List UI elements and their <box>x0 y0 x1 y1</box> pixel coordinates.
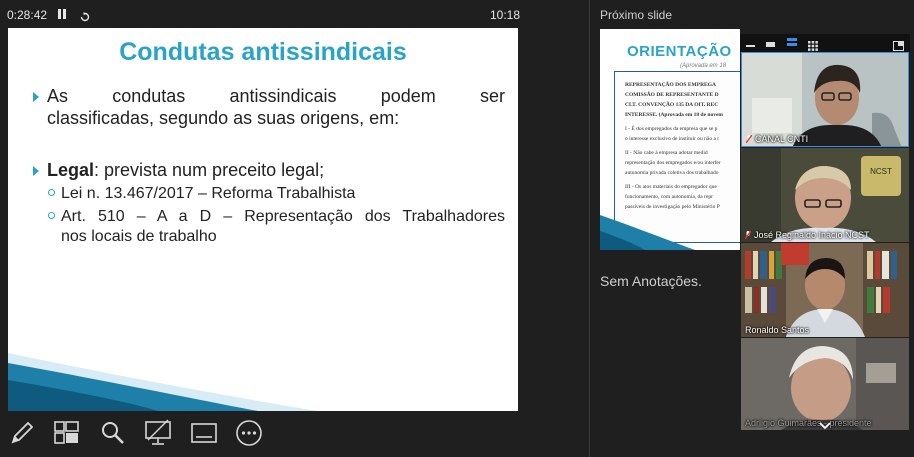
participant-name: Adrligio Guimarães - presidente <box>745 418 872 428</box>
sub-bullet-2-line-2: nos locais de trabalho <box>61 228 217 245</box>
next-slide-line: funcionamento, com autonomia, da repr <box>625 194 713 200</box>
slides-grid-icon[interactable] <box>52 418 82 448</box>
next-slide-line: III - Os atos materiais do empregador que <box>625 184 717 190</box>
next-slide-line: I - É dos empregados da empresa que se p <box>625 126 718 132</box>
current-time: 10:18 <box>490 8 521 22</box>
pen-icon[interactable] <box>7 418 37 448</box>
presentation-timer: 0:28:42 <box>7 8 48 22</box>
next-slide-label: Próximo slide <box>600 8 673 22</box>
zoom-icon[interactable] <box>98 418 128 448</box>
current-slide <box>8 28 518 411</box>
minimize-icon[interactable] <box>746 45 755 47</box>
participant-video <box>741 243 909 337</box>
chevron-down-icon[interactable] <box>819 417 831 425</box>
next-slide-line: o interesse exclusivo de instituir ou não a r <box>625 136 720 142</box>
subtitles-icon[interactable] <box>189 418 219 448</box>
bullet-1-line-1: As condutas antissindicais podem ser <box>47 86 505 106</box>
participant-name: Ronaldo Santos <box>745 325 810 335</box>
next-slide-line: COMISSÃO DE REPRESENTANTE D <box>625 92 719 98</box>
video-tile-canal-cnti[interactable] <box>741 52 909 147</box>
sub-bullet-1: Lei n. 13.467/2017 – Reforma Trabalhista <box>61 185 356 202</box>
more-options-icon[interactable] <box>234 418 264 448</box>
video-tile-jose-reginaldo[interactable] <box>741 148 909 242</box>
grid-view-icon[interactable] <box>808 38 818 48</box>
panel-divider[interactable] <box>589 0 590 457</box>
bullet-2: Legal: prevista num preceito legal; <box>47 160 325 180</box>
next-slide-line: autonomia privada coletiva dos trabalhado <box>625 170 719 176</box>
screen-icon[interactable] <box>143 418 173 448</box>
next-slide-line: REPRESENTAÇÃO DOS EMPREGA <box>625 82 716 88</box>
svg-text:NCST: NCST <box>870 167 892 176</box>
next-slide-subtitle: (Aprovada em 18 <box>680 63 727 69</box>
next-slide-preview[interactable] <box>600 29 740 250</box>
slide-title: Condutas antissindicais <box>119 38 407 66</box>
video-tile-ronaldo-santos[interactable] <box>741 243 909 337</box>
next-slide-band <box>600 29 740 250</box>
next-slide-line: passíveis de investigação pelo Ministério P <box>625 204 720 210</box>
slide-decorative-band <box>8 28 518 411</box>
next-slide-line: representação dos empregados e/ou interfer <box>625 160 721 166</box>
next-slide-line: II - Não cabe à empresa adotar medid <box>625 150 708 156</box>
participant-name: CANAL CNTI <box>746 134 808 144</box>
notes-area[interactable]: Sem Anotações. <box>600 273 702 289</box>
next-slide-line: INTERESSE. (Aprovada em 18 de novem <box>625 112 723 118</box>
reset-timer-icon[interactable] <box>80 9 90 19</box>
speaker-view-icon[interactable] <box>766 42 775 47</box>
sub-bullet-2-line-1: Art. 510 – A a D – Representação dos Trabalhadores <box>61 208 505 225</box>
muted-mic-icon <box>746 135 752 143</box>
exit-fullscreen-icon[interactable] <box>893 38 904 48</box>
next-slide-line: CLT. CONVENÇÃO 135 DA OIT. REC <box>625 102 719 108</box>
bullet-1-line-2: classificadas, segundo as suas origens, em: <box>47 108 400 128</box>
video-panel-toolbar <box>740 34 910 52</box>
participant-name: José Reginaldo Inácio NCST <box>745 230 870 240</box>
strip-view-icon[interactable] <box>787 38 797 47</box>
participant-video <box>741 148 909 242</box>
pause-icon[interactable] <box>58 9 66 19</box>
next-slide-title: ORIENTAÇÃO <box>627 43 732 60</box>
muted-mic-icon <box>745 231 751 239</box>
participant-video <box>742 53 909 147</box>
